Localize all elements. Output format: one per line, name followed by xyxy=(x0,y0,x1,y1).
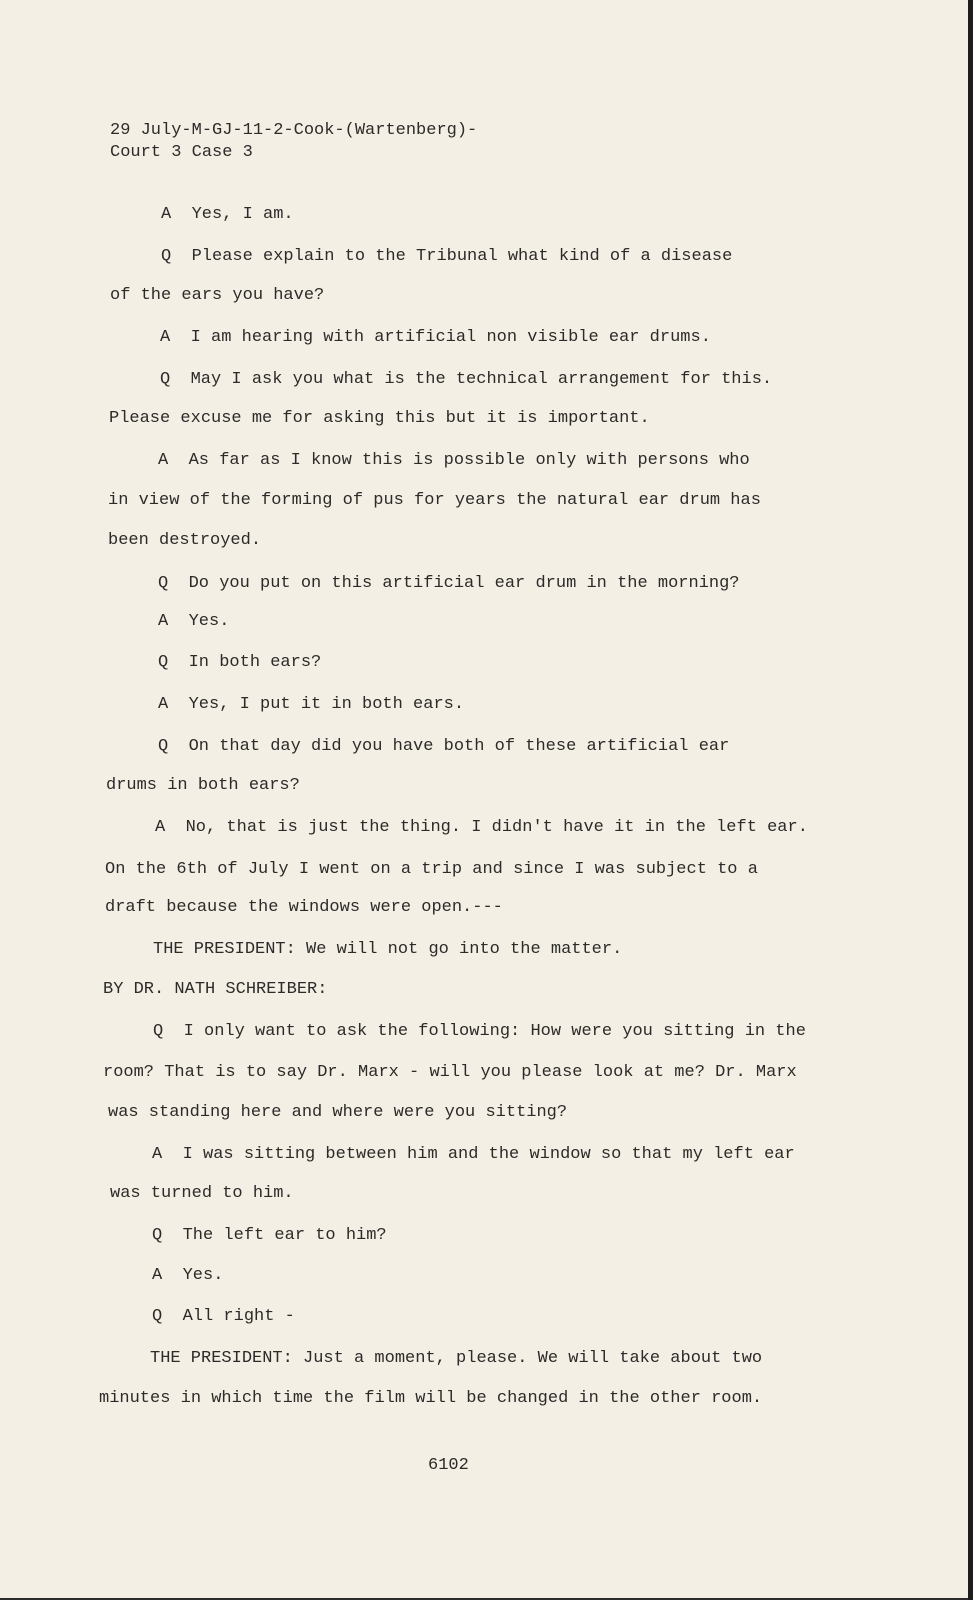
transcript-line: A Yes. xyxy=(158,612,230,631)
transcript-line: A Yes, I put it in both ears. xyxy=(158,695,465,714)
transcript-line: was standing here and where were you sitting? xyxy=(108,1103,568,1122)
scan-edge xyxy=(968,0,973,1600)
transcript-line: A No, that is just the thing. I didn't have it in the left ear. xyxy=(155,818,808,837)
transcript-line: THE PRESIDENT: We will not go into the matter. xyxy=(153,940,623,959)
transcript-line: A I am hearing with artificial non visible ear drums. xyxy=(160,328,711,347)
header-line-2: Court 3 Case 3 xyxy=(110,143,253,162)
header-line-1: 29 July-M-GJ-11-2-Cook-(Wartenberg)- xyxy=(110,121,478,140)
transcript-line: Q The left ear to him? xyxy=(152,1226,387,1245)
transcript-line: A Yes, I am. xyxy=(161,205,294,224)
transcript-line: On the 6th of July I went on a trip and since I was subject to a xyxy=(105,860,758,879)
transcript-line: Q Please explain to the Tribunal what kind of a disease xyxy=(161,247,733,266)
transcript-line: Q On that day did you have both of these artificial ear xyxy=(158,737,730,756)
transcript-line: Q I only want to ask the following: How were you sitting in the xyxy=(153,1022,806,1041)
transcript-line: BY DR. NATH SCHREIBER: xyxy=(103,980,328,999)
transcript-line: Q All right - xyxy=(152,1307,295,1326)
page-number: 6102 xyxy=(428,1456,469,1475)
transcript-line: THE PRESIDENT: Just a moment, please. We will take about two xyxy=(150,1349,763,1368)
transcript-line: been destroyed. xyxy=(108,531,262,550)
transcript-line: A I was sitting between him and the window so that my left ear xyxy=(152,1145,795,1164)
transcript-line: Q In both ears? xyxy=(158,653,322,672)
transcript-line: in view of the forming of pus for years the natural ear drum has xyxy=(108,491,761,510)
transcript-line: A Yes. xyxy=(152,1266,224,1285)
transcript-line: A As far as I know this is possible only with persons who xyxy=(158,451,750,470)
transcript-line: of the ears you have? xyxy=(110,286,325,305)
transcript-line: minutes in which time the film will be changed in the other room. xyxy=(99,1389,763,1408)
transcript-line: room? That is to say Dr. Marx - will you please look at me? Dr. Marx xyxy=(103,1063,797,1082)
transcript-line: draft because the windows were open.--- xyxy=(105,898,503,917)
transcript-line: was turned to him. xyxy=(110,1184,294,1203)
transcript-line: Q Do you put on this artificial ear drum in the morning? xyxy=(158,574,740,593)
transcript-line: Q May I ask you what is the technical arrangement for this. xyxy=(160,370,773,389)
transcript-line: Please excuse me for asking this but it is important. xyxy=(109,409,650,428)
transcript-line: drums in both ears? xyxy=(106,776,300,795)
